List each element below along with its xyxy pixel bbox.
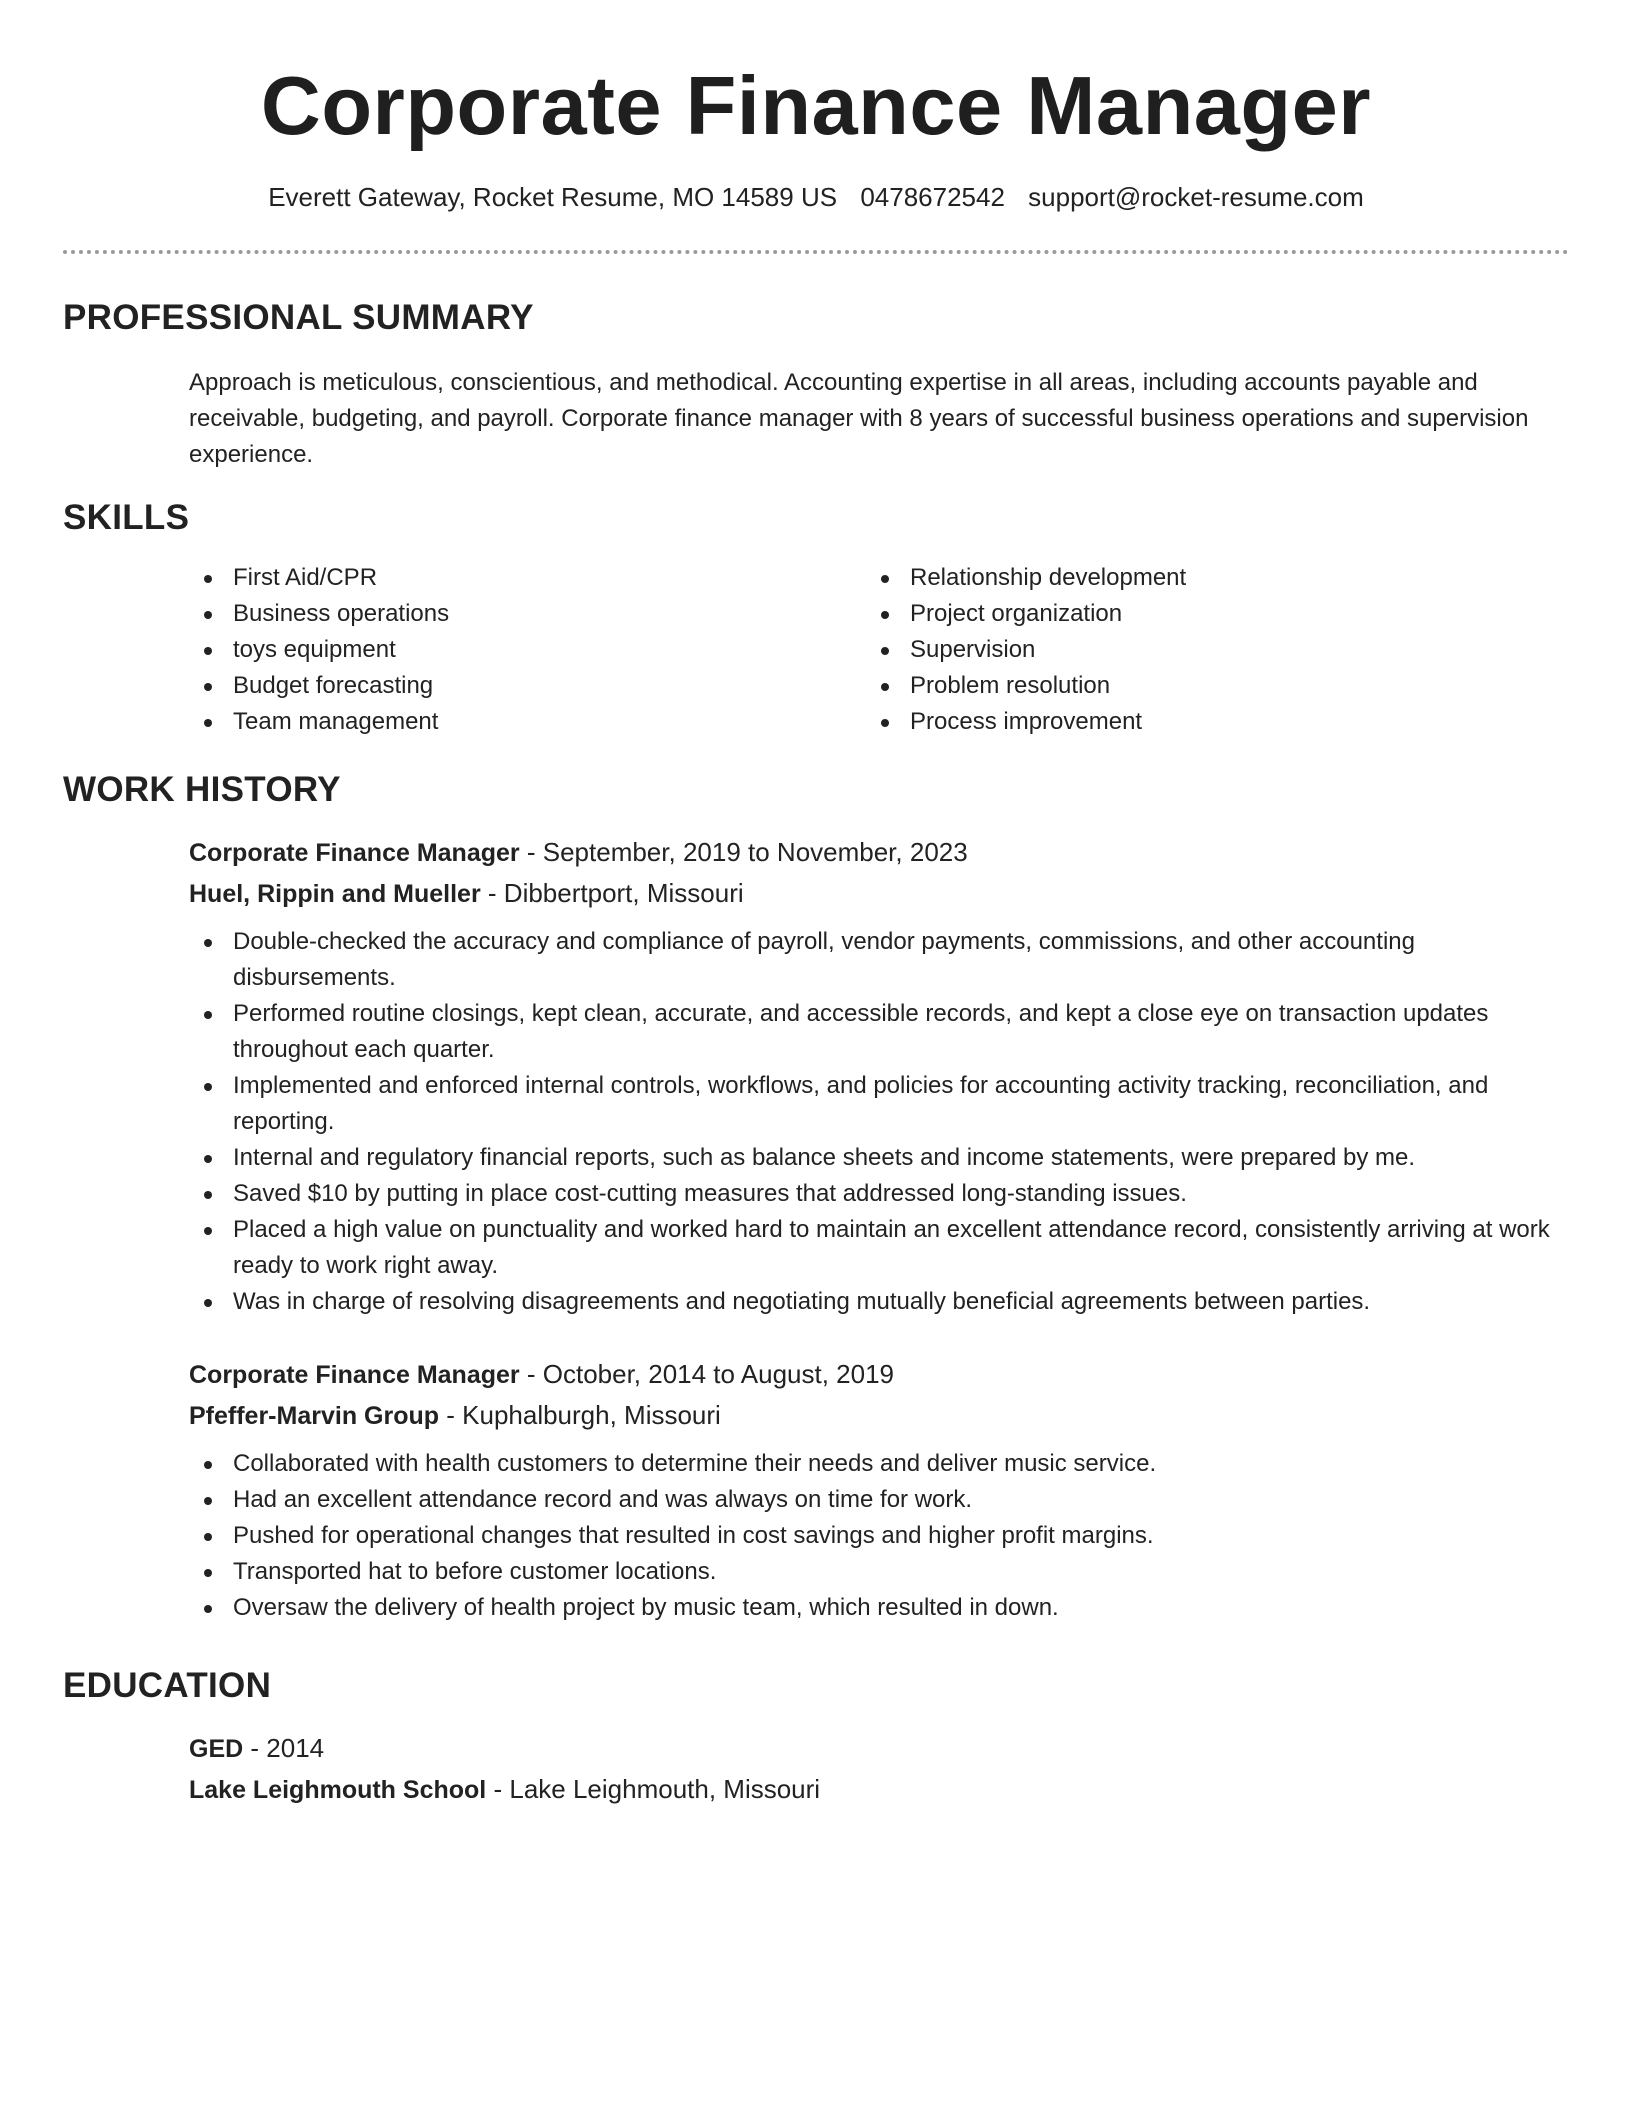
education-degree-line (189, 1728, 1569, 1769)
job-bullet: Transported hat to before customer locations. (189, 1554, 1559, 1590)
job-role: Corporate Finance Manager (189, 839, 520, 867)
job-bullets (189, 1446, 1559, 1626)
education-school: Lake Leighmouth School (189, 1776, 487, 1804)
section-title-education: EDUCATION (63, 1666, 272, 1705)
job-title-line (189, 832, 1569, 873)
skills-list-left (189, 560, 866, 740)
job-location: - Kuphalburgh, Missouri (439, 1400, 721, 1430)
job-bullet: Internal and regulatory financial reports, such as balance sheets and income statements, were prepared by me. (189, 1140, 1559, 1176)
skill-item: Process improvement (866, 704, 1543, 740)
contact-address: Everett Gateway, Rocket Resume, MO 14589 US (268, 182, 838, 212)
job-bullet: Performed routine closings, kept clean, accurate, and accessible records, and kept a close eye on transaction updates throughout each quarter. (189, 996, 1559, 1068)
job-bullet: Was in charge of resolving disagreements and negotiating mutually beneficial agreements between parties. (189, 1284, 1559, 1320)
job-bullet: Implemented and enforced internal controls, workflows, and policies for accounting activity tracking, reconciliation, and reporting. (189, 1068, 1559, 1140)
skill-item: Supervision (866, 632, 1543, 668)
job-dates: - October, 2014 to August, 2019 (519, 1359, 895, 1389)
skills-list-right (866, 560, 1543, 740)
skill-item: Project organization (866, 596, 1543, 632)
education-section (63, 1664, 1569, 1810)
contact-line (0, 180, 1632, 214)
job-entry (63, 1354, 1569, 1626)
job-entry (63, 832, 1569, 1320)
job-company: Huel, Rippin and Mueller (189, 880, 481, 908)
education-year: - 2014 (243, 1733, 325, 1763)
job-bullet: Placed a high value on punctuality and worked hard to maintain an excellent attendance record, consistently arriving at work ready to work right away. (189, 1212, 1559, 1284)
section-title-summary: PROFESSIONAL SUMMARY (63, 298, 534, 337)
skill-item: toys equipment (189, 632, 866, 668)
job-bullet: Double-checked the accuracy and compliance of payroll, vendor payments, commissions, and other accounting disbursements. (189, 924, 1559, 996)
job-bullet: Collaborated with health customers to determine their needs and deliver music service. (189, 1446, 1559, 1482)
job-bullets (189, 924, 1559, 1320)
skill-item: Budget forecasting (189, 668, 866, 704)
header-divider (63, 250, 1569, 254)
work-history-section (63, 768, 1569, 1626)
resume-name: Corporate Finance Manager (260, 59, 1372, 152)
job-company: Pfeffer-Marvin Group (189, 1402, 440, 1430)
job-bullet: Had an excellent attendance record and was always on time for work. (189, 1482, 1559, 1518)
job-bullet: Pushed for operational changes that resulted in cost savings and higher profit margins. (189, 1518, 1559, 1554)
contact-email: support@rocket-resume.com (1028, 182, 1364, 212)
job-company-line (189, 1395, 1569, 1436)
skills-columns (189, 560, 1569, 740)
section-title-work: WORK HISTORY (63, 770, 341, 809)
contact-phone: 0478672542 (860, 182, 1005, 212)
skill-item: Problem resolution (866, 668, 1543, 704)
job-title-line (189, 1354, 1569, 1395)
education-school-line (189, 1769, 1569, 1810)
job-role: Corporate Finance Manager (189, 1361, 520, 1389)
education-degree: GED (189, 1735, 244, 1763)
skill-item: Business operations (189, 596, 866, 632)
skill-item: Relationship development (866, 560, 1543, 596)
skill-item: Team management (189, 704, 866, 740)
job-dates: - September, 2019 to November, 2023 (519, 837, 968, 867)
job-location: - Dibbertport, Missouri (480, 878, 744, 908)
job-bullet: Saved $10 by putting in place cost-cutting measures that addressed long-standing issues. (189, 1176, 1559, 1212)
job-company-line (189, 873, 1569, 914)
job-bullet: Oversaw the delivery of health project by music team, which resulted in down. (189, 1590, 1559, 1626)
section-title-skills: SKILLS (63, 498, 190, 537)
education-location: - Lake Leighmouth, Missouri (486, 1774, 821, 1804)
skill-item: First Aid/CPR (189, 560, 866, 596)
skills-section (63, 496, 1569, 740)
summary-text: Approach is meticulous, conscientious, and methodical. Accounting expertise in all areas, including accounts payable and receivable, budgeting, and payroll. Corporate finance manager with 8 years of successful business operations and supervision experience. (189, 369, 1529, 468)
summary-section (63, 296, 1569, 473)
